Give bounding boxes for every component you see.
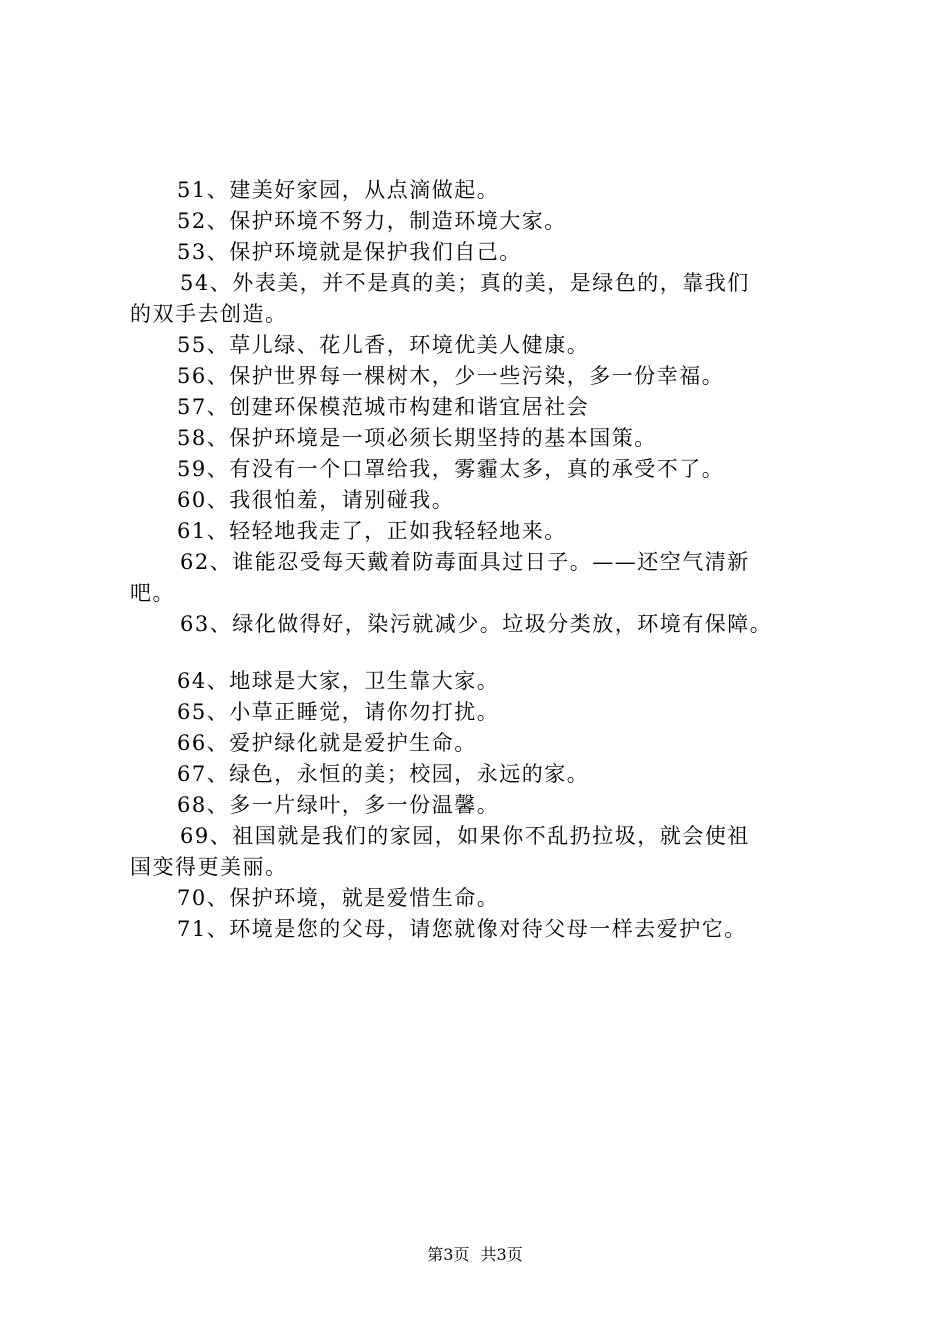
slogan-65: 65、小草正睡觉，请你勿打扰。: [177, 700, 500, 724]
slogan-63: 63、绿化做得好，染污就减少。垃圾分类放，环境有保障。: [180, 612, 773, 636]
slogan-54: 54、外表美，并不是真的美；真的美，是绿色的，靠我们: [180, 271, 750, 295]
slogan-52: 52、保护环境不努力，制造环境大家。: [177, 209, 567, 233]
slogan-51: 51、建美好家园，从点滴做起。: [177, 178, 500, 202]
slogan-58: 58、保护环境是一项必须长期坚持的基本国策。: [177, 426, 657, 450]
slogan-57: 57、创建环保模范城市构建和谐宜居社会: [177, 395, 590, 419]
slogan-61: 61、轻轻地我走了，正如我轻轻地来。: [177, 519, 567, 543]
blank-line: [130, 640, 840, 666]
slogan-69-continued: 国变得更美丽。: [130, 855, 288, 879]
slogan-list: [130, 175, 840, 945]
slogan-68: 68、多一片绿叶，多一份温馨。: [177, 793, 500, 817]
slogan-60: 60、我很怕羞，请别碰我。: [177, 488, 455, 512]
slogan-62: 62、谁能忍受每天戴着防毒面具过日子。——还空气清新: [180, 550, 750, 574]
slogan-71: 71、环境是您的父母，请您就像对待父母一样去爱护它。: [177, 917, 747, 941]
slogan-70: 70、保护环境，就是爱惜生命。: [177, 886, 500, 910]
slogan-62-continued: 吧。: [130, 581, 175, 605]
slogan-53: 53、保护环境就是保护我们自己。: [177, 240, 522, 264]
page-number: 第3页: [427, 1245, 470, 1264]
slogan-69: 69、祖国就是我们的家园，如果你不乱扔拉圾，就会使祖: [180, 824, 750, 848]
slogan-64: 64、地球是大家，卫生靠大家。: [177, 669, 500, 693]
page-footer: [0, 1245, 950, 1265]
slogan-59: 59、有没有一个口罩给我，雾霾太多，真的承受不了。: [177, 457, 725, 481]
page-total: 共3页: [480, 1245, 523, 1264]
slogan-55: 55、草儿绿、花儿香，环境优美人健康。: [177, 333, 590, 357]
slogan-56: 56、保护世界每一棵树木，少一些污染，多一份幸福。: [177, 364, 725, 388]
slogan-66: 66、爱护绿化就是爱护生命。: [177, 731, 477, 755]
slogan-67: 67、绿色，永恒的美；校园，永远的家。: [177, 762, 590, 786]
slogan-54-continued: 的双手去创造。: [130, 302, 288, 326]
